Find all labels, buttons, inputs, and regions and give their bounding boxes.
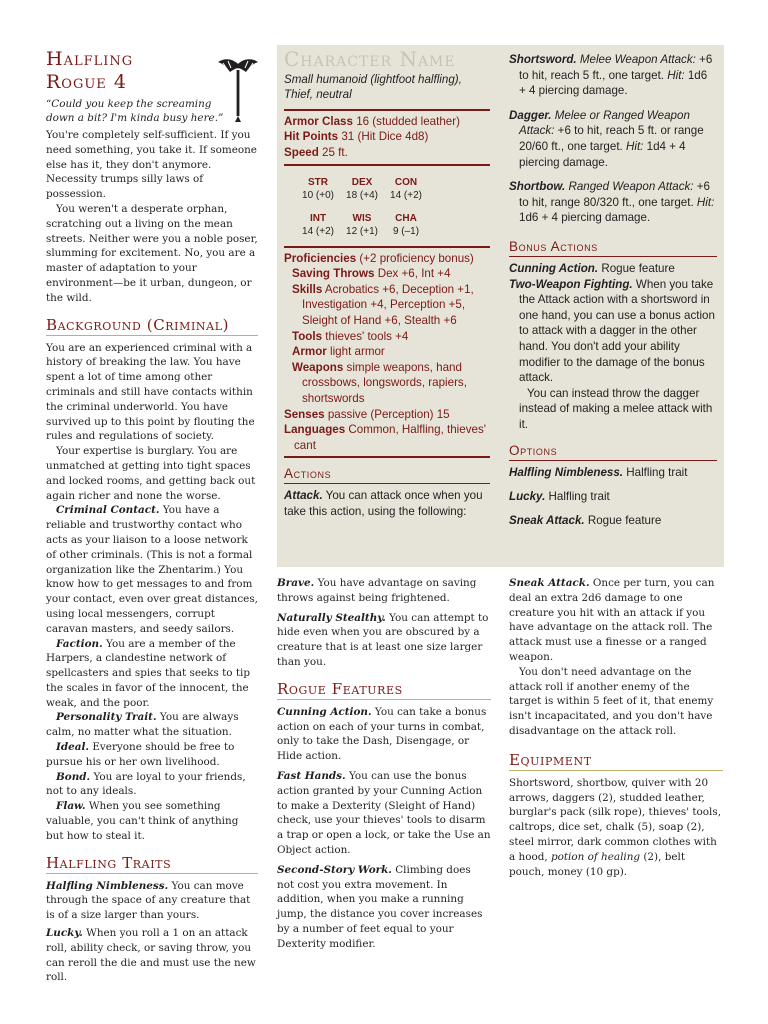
bonus-actions-heading: Bonus Actions <box>509 238 717 257</box>
shortbow-attack: Shortbow. Ranged Weapon Attack: +6 to hit, range 80/320 ft., one target. Hit: 1d6 + 4 piercing damage. <box>509 180 715 225</box>
shortsword-attack: Shortsword. Melee Weapon Attack: +6 to hit, reach 5 ft., one target. Hit: 1d6 + 4 piercing damage. <box>509 53 713 98</box>
criminal-contact: Criminal Contact. You have a reliable and trustworthy contact who acts as your liaison to a loose network of other criminals. (This is not a formal organization like the Zhentarim.) You know how to get messages to and from your contact, even over great distances, using local messengers, corrupt caravan masters, and seedy sailors. <box>46 504 258 635</box>
option-lucky: Lucky. Halfling trait <box>509 490 610 504</box>
stat-block-right <box>509 52 717 528</box>
divider <box>284 164 490 166</box>
armor-class: Armor Class 16 (studded leather) <box>284 114 460 128</box>
background-heading: Background (Criminal) <box>46 316 258 336</box>
sneak-attack-note: You don't need advantage on the attack roll if another enemy of the target is within 5 feet of it, that enemy isn't incapacitated, and you don't have disadvantage on the attack roll. <box>509 665 714 737</box>
dagger-wings-icon <box>218 56 258 122</box>
ability-int: INT 14 (+2) <box>302 212 334 237</box>
cunning-action-feature: Cunning Action. You can take a bonus action on each of your turns in combat, only to take the Dash, Disengage, or Hide action. <box>277 705 487 763</box>
speed: Speed 25 ft. <box>284 145 348 159</box>
right-column <box>509 576 723 879</box>
ability-str: STR 10 (+0) <box>302 176 334 201</box>
proficiencies: Proficiencies (+2 proficiency bonus) Saving Throws Dex +6, Int +4 Skills Acrobatics +6, Deception +1, Investigation +4, Perception +5, Sleight of Hand +6, Stealth +6 Tools thieves' tools +4 Armor light armor Weapons simple weapons, hand crossbows, longswords, rapiers, shortswords Senses passive (Perception) 15 Languages Common, Halfling, thieves' cant <box>284 251 486 452</box>
dagger-attack: Dagger. Melee or Ranged Weapon Attack: +6 to hit, reach 5 ft. or range 20/60 ft., one target. Hit: 1d4 + 4 piercing damage. <box>509 108 704 169</box>
ability-row <box>296 176 490 202</box>
ability-dex: DEX 18 (+4) <box>346 176 378 201</box>
divider <box>284 246 490 248</box>
equipment-list: Shortsword, shortbow, quiver with 20 arrows, daggers (2), studded leather, burglar's pack (silk rope), thieves' tools, caltrops, dice set, chalk (5), soap (2), steel mirror, dark common clothes with a hood, potion of healing (2), belt pouch, money (10 gp). <box>509 776 722 878</box>
two-weapon-fighting-note: You can instead throw the dagger instead of making a melee attack with it. <box>519 386 713 431</box>
divider <box>284 456 490 458</box>
equipment-heading: Equipment <box>509 751 723 771</box>
fast-hands: Fast Hands. You can use the bonus action granted by your Cunning Action to make a Dexterity (Sleight of Hand) check, use your thieves' tools to disarm a trap or open a lock, or take the Use an Object action. <box>277 769 491 856</box>
personality-trait: Personality Trait. You are always calm, no matter what the situation. <box>46 711 239 739</box>
two-weapon-fighting: Two-Weapon Fighting. When you take the Attack action with a shortsword in one hand, you can use a bonus action to attack with a dagger in the other hand. You don't add your ability modifier to the damage of the bonus attack. <box>509 277 715 385</box>
halfling-traits-heading: Halfling Traits <box>46 854 258 874</box>
ability-wis: WIS 12 (+1) <box>346 212 378 237</box>
background-text: You are an experienced criminal with a history of breaking the law. You have spent a lot of time among other criminals and still have contacts within the criminal underworld. You have survived up to this point by flouting the rules and regulations of society. Your expertise is burglary. You are unmatched at getting into tight spaces and locked rooms, and getting back out again richer and none the worse. Criminal Contact. You have a reliable and trustworthy contact who acts as your liaison to a loose network of other criminals. (This is not a formal organization like the Zhentarim.) You know how to get messages to and from your contact, even over great distances, using local messengers, corrupt caravan masters, and seedy sailors. Faction. You are a member of the Harpers, a clandestine network of spellcasters and spies that seeks to tip the scales in favor of the innocent, the weak, and the poor. Personality Trait. You are always calm, no matter what the situation. Ideal. Everyone should be free to pursue his or her own livelihood. Bond. You are loyal to your friends, not to any ideals. Flaw. When you see something valuable, you can't think of anything but how to steal it. <box>46 341 258 842</box>
option-halfling-nimbleness: Halfling Nimbleness. Halfling trait <box>509 466 688 480</box>
brave: Brave. You have advantage on saving throws against being frightened. <box>277 577 477 604</box>
lucky: Lucky. When you roll a 1 on an attack roll, ability check, or saving throw, you can reroll the die and must use the new roll. <box>46 927 256 984</box>
actions-heading: Actions <box>284 465 490 484</box>
options-heading: Options <box>509 442 717 461</box>
ability-con: CON 14 (+2) <box>390 176 422 201</box>
ability-row <box>296 212 490 238</box>
faction: Faction. You are a member of the Harpers, a clandestine network of spellcasters and spies that seeks to tip the scales in favor of the innocent, the weak, and the poor. <box>46 637 250 709</box>
ideal: Ideal. Everyone should be free to pursue his or her own livelihood. <box>46 741 235 768</box>
middle-column <box>277 576 491 952</box>
halfling-nimbleness: Halfling Nimbleness. You can move through the space of any creature that is of a size larger than yours. <box>46 879 251 922</box>
left-column <box>46 48 258 985</box>
option-sneak-attack: Sneak Attack. Rogue feature <box>509 513 662 527</box>
hit-points: Hit Points 31 (Hit Dice 4d8) <box>284 130 429 144</box>
naturally-stealthy: Naturally Stealthy. You can attempt to hide even when you are obscured by a creature that is at least one size larger than you. <box>277 611 489 668</box>
creature-type: Small humanoid (lightfoot halfling), Thief, neutral <box>284 72 462 102</box>
ability-cha: CHA 9 (–1) <box>392 212 420 237</box>
flaw: Flaw. When you see something valuable, you can't think of anything but how to steal it. <box>46 800 239 842</box>
stat-block-left <box>284 47 490 519</box>
halfling-traits-text <box>46 879 258 986</box>
rogue-features-heading: Rogue Features <box>277 680 491 700</box>
divider <box>284 109 490 111</box>
cunning-action: Cunning Action. Rogue feature <box>509 261 675 275</box>
character-quote: “Could you keep the screaming down a bit? I'm kinda busy here.” <box>46 98 224 124</box>
attack-action: Attack. You can attack once when you take this action, using the following: <box>284 489 483 518</box>
sneak-attack-feature: Sneak Attack. Once per turn, you can deal an extra 2d6 damage to one creature you hit with an attack if you have advantage on the attack roll. The attack must use a finesse or a ranged weapon. <box>509 577 715 663</box>
second-story-work: Second-Story Work. Climbing does not cost you extra movement. In addition, when you make a running jump, the distance you cover increases by a number of feet equal to your Dexterity modifier. <box>277 863 483 950</box>
page-title: Halfling Rogue 4 <box>46 48 134 93</box>
bond: Bond. You are loyal to your friends, not to any ideals. <box>46 770 246 798</box>
character-name-field[interactable]: Character Name <box>284 47 456 71</box>
intro-text: You're completely self-sufficient. If you need something, you take it. If someone else has it, they don't anymore. Necessity trumps silly laws of possession. You weren't a desperate orphan, scratching out a living on the mean streets. Neither were you a noble poser, slumming for excitement. No, you are a master of adaptation to your environment—be it urban, dungeon, or the wild. <box>46 129 258 304</box>
